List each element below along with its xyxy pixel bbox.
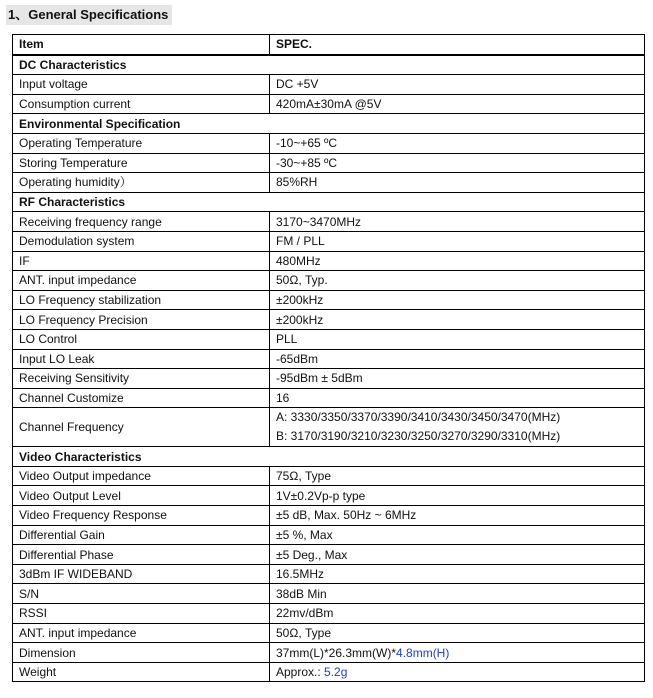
row-spec: PLL	[270, 329, 645, 349]
row-item: Differential Gain	[13, 525, 270, 545]
table-row	[13, 329, 645, 349]
dimension-height: 4.8mm(H)	[396, 645, 450, 660]
table-row	[13, 604, 645, 624]
row-item: S/N	[13, 584, 270, 604]
row-spec: 22mv/dBm	[270, 604, 645, 624]
group-rf-label: RF Characteristics	[13, 192, 645, 212]
table-row	[13, 486, 645, 506]
table-header-row	[13, 35, 645, 55]
row-item: Operating humidity）	[13, 173, 270, 193]
table-row	[13, 173, 645, 193]
table-row	[13, 153, 645, 173]
row-spec: 50Ω, Type	[270, 623, 645, 643]
row-spec: 3170~3470MHz	[270, 212, 645, 232]
row-spec: 50Ω, Typ.	[270, 271, 645, 291]
group-video-row	[13, 447, 645, 467]
row-spec: -65dBm	[270, 349, 645, 369]
group-dc-label: DC Characteristics	[13, 55, 645, 75]
table-row	[13, 564, 645, 584]
table-row	[13, 212, 645, 232]
row-item: Receiving Sensitivity	[13, 369, 270, 389]
table-row	[13, 310, 645, 330]
header-spec: SPEC.	[270, 35, 645, 55]
row-spec: 38dB Min	[270, 584, 645, 604]
row-item: ANT. input impedance	[13, 271, 270, 291]
table-row	[13, 133, 645, 153]
row-spec: 16.5MHz	[270, 564, 645, 584]
table-row	[13, 94, 645, 114]
row-spec-multiline	[270, 408, 645, 447]
row-item: IF	[13, 251, 270, 271]
group-video-label: Video Characteristics	[13, 447, 645, 467]
table-row	[13, 388, 645, 408]
row-item: Demodulation system	[13, 231, 270, 251]
row-spec: -30~+85 ºC	[270, 153, 645, 173]
row-spec: 16	[270, 388, 645, 408]
dimension-lw: 37mm(L)*26.3mm(W)*	[276, 645, 397, 660]
table-row	[13, 662, 645, 682]
channel-frequency-b: B: 3170/3190/3210/3230/3250/3270/3290/3310(MHz)	[276, 429, 561, 444]
table-row	[13, 408, 645, 447]
row-item: Operating Temperature	[13, 133, 270, 153]
row-item: Video Output Level	[13, 486, 270, 506]
table-row	[13, 506, 645, 526]
row-item: Video Output impedance	[13, 466, 270, 486]
channel-frequency-a: A: 3330/3350/3370/3390/3410/3430/3450/3470(MHz)	[276, 410, 561, 425]
row-item: Dimension	[13, 643, 270, 663]
table-row	[13, 584, 645, 604]
header-item: Item	[13, 35, 270, 55]
row-item: Weight	[13, 662, 270, 682]
weight-label: Approx.:	[276, 665, 325, 680]
row-spec: -95dBm ± 5dBm	[270, 369, 645, 389]
row-spec: -10~+65 ºC	[270, 133, 645, 153]
row-spec: FM / PLL	[270, 231, 645, 251]
row-item: Channel Customize	[13, 388, 270, 408]
group-rf-row	[13, 192, 645, 212]
table-row	[13, 349, 645, 369]
row-spec	[270, 662, 645, 682]
row-item: Receiving frequency range	[13, 212, 270, 232]
group-dc-row	[13, 55, 645, 75]
row-spec: 1V±0.2Vp-p type	[270, 486, 645, 506]
row-item: Channel Frequency	[13, 408, 270, 447]
row-item: Input LO Leak	[13, 349, 270, 369]
row-item: Input voltage	[13, 75, 270, 95]
section-title: 1、General Specifications	[6, 5, 172, 25]
row-item: Video Frequency Response	[13, 506, 270, 526]
row-spec: 480MHz	[270, 251, 645, 271]
row-spec: 75Ω, Type	[270, 466, 645, 486]
row-spec: 85%RH	[270, 173, 645, 193]
table-row	[13, 369, 645, 389]
row-spec: ±5 Deg., Max	[270, 545, 645, 565]
table-row	[13, 545, 645, 565]
table-row	[13, 466, 645, 486]
table-row	[13, 525, 645, 545]
row-item: Consumption current	[13, 94, 270, 114]
row-spec: ±200kHz	[270, 310, 645, 330]
weight-value: 5.2g	[324, 665, 348, 680]
row-item: Storing Temperature	[13, 153, 270, 173]
table-row	[13, 290, 645, 310]
row-item: Differential Phase	[13, 545, 270, 565]
group-env-row	[13, 114, 645, 134]
row-spec: DC +5V	[270, 75, 645, 95]
row-item: 3dBm IF WIDEBAND	[13, 564, 270, 584]
row-spec: ±5 %, Max	[270, 525, 645, 545]
table-row	[13, 231, 645, 251]
row-spec: ±5 dB, Max. 50Hz ~ 6MHz	[270, 506, 645, 526]
table-row	[13, 623, 645, 643]
spec-table	[12, 34, 645, 682]
row-spec	[270, 643, 645, 663]
table-row	[13, 643, 645, 663]
row-item: ANT. input impedance	[13, 623, 270, 643]
table-row	[13, 271, 645, 291]
row-item: LO Frequency stabilization	[13, 290, 270, 310]
table-row	[13, 75, 645, 95]
row-item: RSSI	[13, 604, 270, 624]
table-row	[13, 251, 645, 271]
row-item: LO Frequency Precision	[13, 310, 270, 330]
row-spec: ±200kHz	[270, 290, 645, 310]
row-spec: 420mA±30mA @5V	[270, 94, 645, 114]
row-item: LO Control	[13, 329, 270, 349]
group-env-label: Environmental Specification	[13, 114, 645, 134]
